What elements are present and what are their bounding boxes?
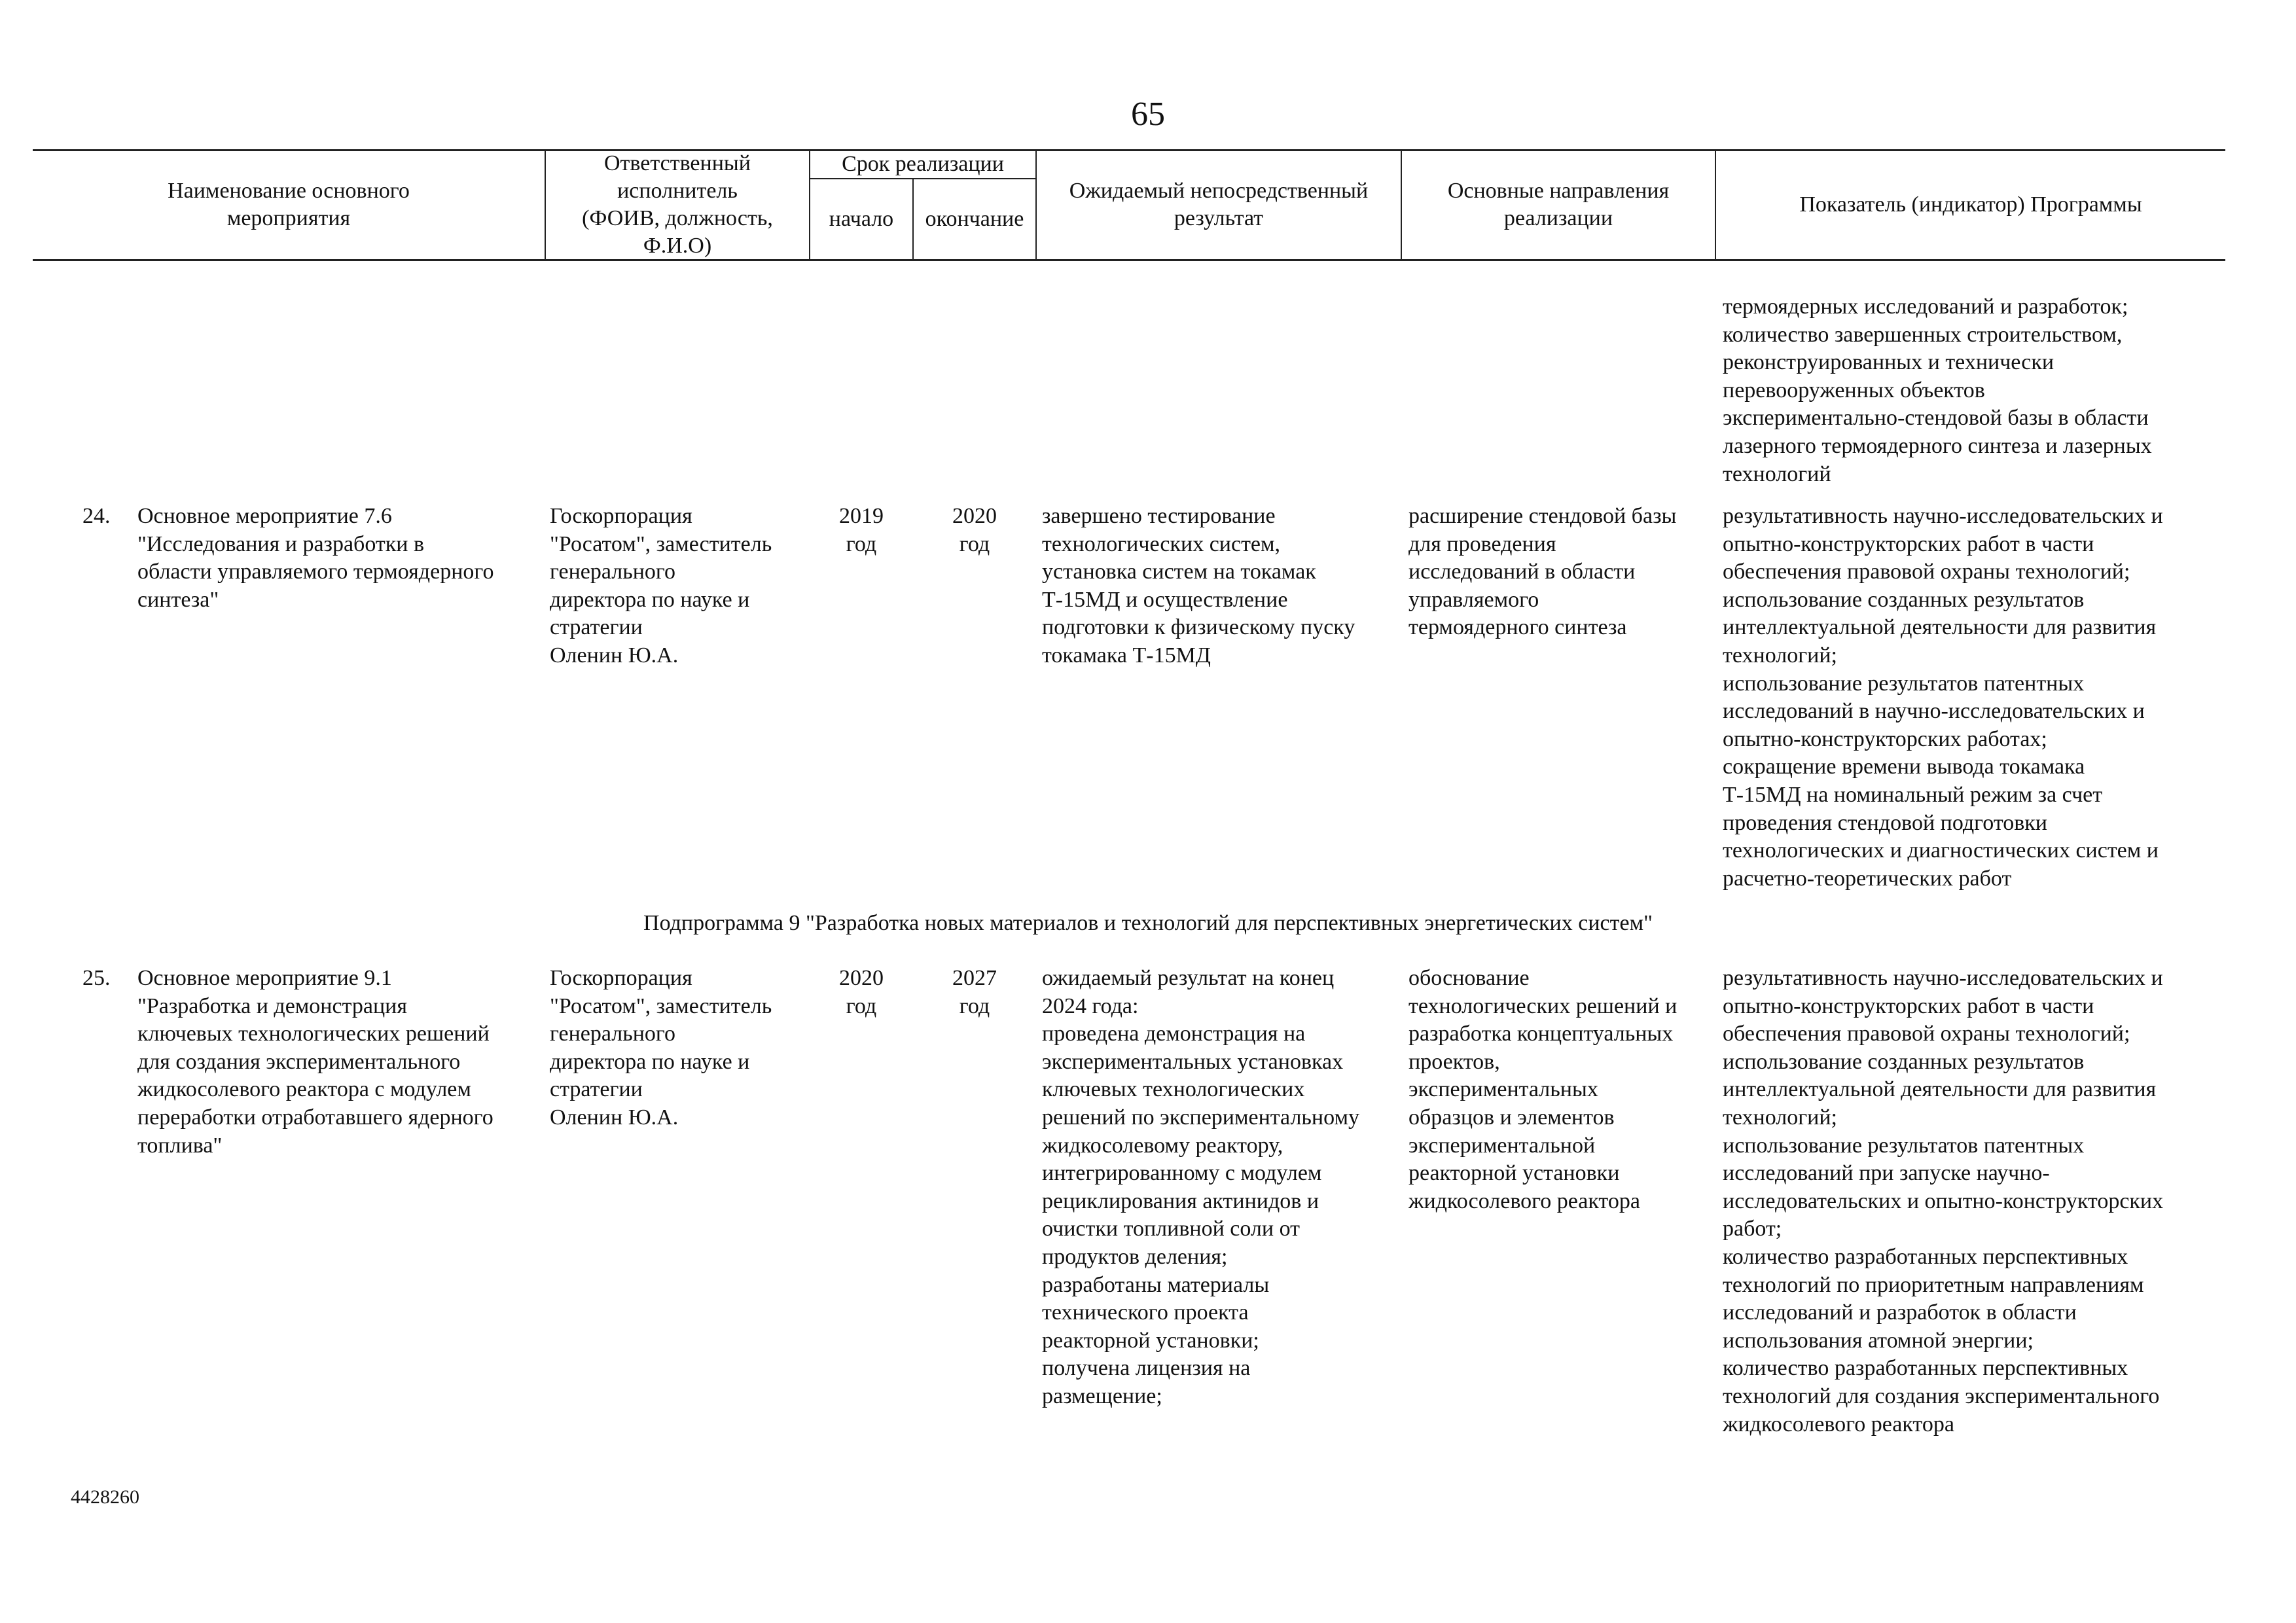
row-name: Основное мероприятие 9.1 "Разработка и демонстрация ключевых технологических решений для создания экспериментального жидкосолевого реактора с модулем переработки отработавшего ядерного топлива" — [137, 966, 493, 1158]
continuation-indicator: термоядерных исследований и разработок; количество завершенных строительством, реконструированных и технически перевооруженных объектов экспериментально-стендовой базы в области лазерного термоядерного синтеза и лазерных технологий — [1723, 294, 2152, 486]
header-start: начало — [829, 207, 894, 231]
row-end: 2020 год — [952, 504, 997, 556]
header-directions: Основные направления реализации — [1447, 179, 1670, 230]
header-indicator: Показатель (индикатор) Программы — [1799, 192, 2142, 217]
subprogram-title: Подпрограмма 9 "Разработка новых материалов и технологий для перспективных энергетических систем" — [643, 911, 1653, 935]
header-end: окончание — [925, 207, 1024, 231]
row-indicator: результативность научно-исследовательских и опытно-конструкторских работ в части обеспечения правовой охраны технологий; использование созданных результатов интеллектуальной деятельности для развития технологий; использование результатов патентных исследований при запуске научно- исследовательских и опытно-конструкторских работ; количество разработанных перспективных технологий по приоритетным направлениям исследований и разработок в области использования атомной энергии; количество разработанных перспективных технологий для создания экспериментального жидкосолевого реактора — [1723, 966, 2164, 1436]
row-result: завершено тестирование технологических систем, установка систем на токамак Т-15МД и осуществление подготовки к физическому пуску токамака Т-15МД — [1042, 504, 1355, 668]
document-code: 4428260 — [71, 1486, 139, 1508]
row-number: 25. — [82, 966, 111, 990]
row-end: 2027 год — [952, 966, 997, 1018]
row-start: 2019 год — [839, 504, 884, 556]
header-name: Наименование основного мероприятия — [168, 179, 410, 230]
page-number: 65 — [1131, 96, 1165, 133]
row-number: 24. — [82, 504, 111, 528]
header-result: Ожидаемый непосредственный результат — [1069, 179, 1369, 230]
row-result: ожидаемый результат на конец 2024 года: проведена демонстрация на экспериментальных установках ключевых технологических решений по экспериментальному жидкосолевому реактору, интегрированному с модулем рециклирования актинидов и очистки топливной соли от продуктов деления; разработаны материалы технического проекта реакторной установки; получена лицензия на размещение; — [1042, 966, 1359, 1408]
row-start: 2020 год — [839, 966, 884, 1018]
row-indicator: результативность научно-исследовательских и опытно-конструкторских работ в части обеспечения правовой охраны технологий; использование созданных результатов интеллектуальной деятельности для развития технологий; использование результатов патентных исследований в научно-исследовательских и опытно-конструкторских работах; сокращение времени вывода токамака Т-15МД на номинальный режим за счет проведения стендовой подготовки технологических и диагностических систем и расчетно-теоретических работ — [1723, 504, 2163, 891]
header-bottom-rule — [33, 259, 2225, 261]
row-directions: расширение стендовой базы для проведения исследований в области управляемого термоядерного синтеза — [1408, 504, 1677, 640]
row-responsible: Госкорпорация "Росатом", заместитель генерального директора по науке и стратегии Оленин Ю.А. — [550, 504, 772, 668]
row-directions: обоснование технологических решений и разработка концептуальных проектов, экспериментальных образцов и элементов экспериментальной реакторной установки жидкосолевого реактора — [1408, 966, 1677, 1213]
header-term-group: Срок реализации — [842, 151, 1004, 176]
row-responsible: Госкорпорация "Росатом", заместитель генерального директора по науке и стратегии Оленин Ю.А. — [550, 966, 772, 1130]
row-name: Основное мероприятие 7.6 "Исследования и разработки в области управляемого термоядерного синтеза" — [137, 504, 494, 612]
header-responsible: Ответственный исполнитель (ФОИВ, должность, Ф.И.О) — [582, 151, 773, 258]
